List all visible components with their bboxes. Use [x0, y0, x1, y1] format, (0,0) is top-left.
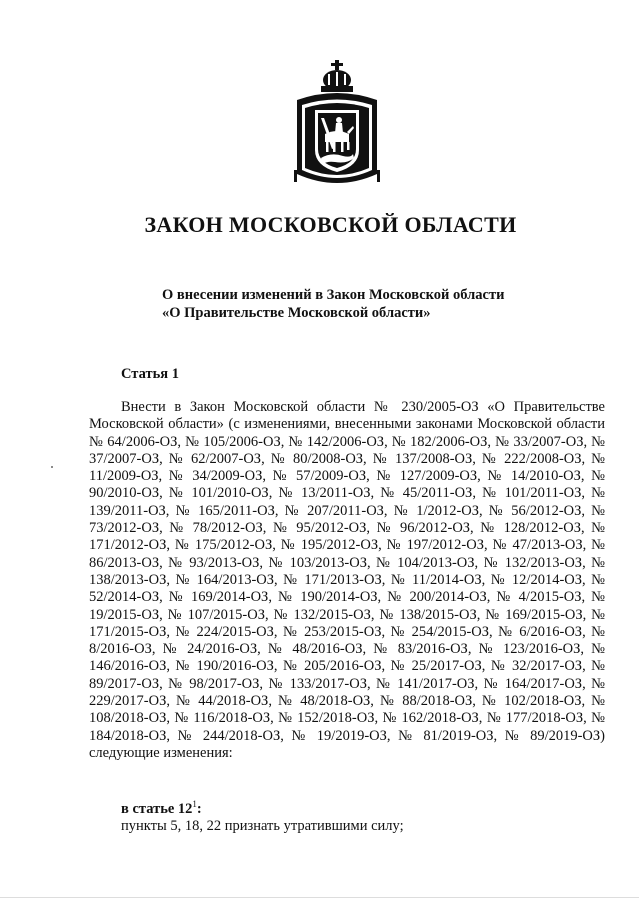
change-reference-text: в статье 12 — [121, 800, 193, 817]
document-title: ЗАКОН МОСКОВСКОЙ ОБЛАСТИ — [144, 212, 517, 237]
coat-of-arms-icon — [291, 58, 383, 190]
scan-edge-line — [0, 897, 639, 898]
change-reference — [121, 799, 202, 818]
change-reference-superscript: 1 — [192, 799, 197, 809]
article-heading: Статья 1 — [121, 366, 179, 382]
subtitle-line-2: «О Правительстве Московской области» — [162, 305, 431, 321]
article-body: Внести в Закон Московской области № 230/2005-ОЗ «О Правительстве Московской области» (с изменениями, внесенными законами Московской области № 64/2006-ОЗ, № 105/2006-ОЗ, № 142/2006-ОЗ, № 182/2006-ОЗ, № 33/2007-ОЗ, № 37/2007-ОЗ, № 62/2007-ОЗ, № 80/2008-ОЗ, № 137/2008-ОЗ, № 222/2008-ОЗ, № 11/2009-ОЗ, № 34/2009-ОЗ, № 57/2009-ОЗ, № 127/2009-ОЗ, № 14/2010-ОЗ, № 90/2010-ОЗ, № 101/2010-ОЗ, № 13/2011-ОЗ, № 45/2011-ОЗ, № 101/2011-ОЗ, № 139/2011-ОЗ, № 165/2011-ОЗ, № 207/2011-ОЗ, № 1/2012-ОЗ, № 56/2012-ОЗ, № 73/2012-ОЗ, № 78/2012-ОЗ, № 95/2012-ОЗ, № 96/2012-ОЗ, № 128/2012-ОЗ, № 171/2012-ОЗ, № 175/2012-ОЗ, № 195/2012-ОЗ, № 197/2012-ОЗ, № 47/2013-ОЗ, № 86/2013-ОЗ, № 93/2013-ОЗ, № 103/2013-ОЗ, № 104/2013-ОЗ, № 132/2013-ОЗ, № 138/2013-ОЗ, № 164/2013-ОЗ, № 171/2013-ОЗ, № 11/2014-ОЗ, № 12/2014-ОЗ, № 52/2014-ОЗ, № 169/2014-ОЗ, № 190/2014-ОЗ, № 200/2014-ОЗ, № 4/2015-ОЗ, № 19/2015-ОЗ, № 107/2015-ОЗ, № 132/2015-ОЗ, № 138/2015-ОЗ, № 169/2015-ОЗ, № 171/2015-ОЗ, № 224/2015-ОЗ, № 253/2015-ОЗ, № 254/2015-ОЗ, № 6/2016-ОЗ, № 8/2016-ОЗ, № 24/2016-ОЗ, № 48/2016-ОЗ, № 83/2016-ОЗ, № 123/2016-ОЗ, № 146/2016-ОЗ, № 190/2016-ОЗ, № 205/2016-ОЗ, № 25/2017-ОЗ, № 32/2017-ОЗ, № 89/2017-ОЗ, № 98/2017-ОЗ, № 133/2017-ОЗ, № 141/2017-ОЗ, № 164/2017-ОЗ, № 229/2017-ОЗ, № 44/2018-ОЗ, № 48/2018-ОЗ, № 88/2018-ОЗ, № 102/2018-ОЗ, № 108/2018-ОЗ, № 116/2018-ОЗ, № 152/2018-ОЗ, № 162/2018-ОЗ, № 177/2018-ОЗ, № 184/2018-ОЗ, № 244/2018-ОЗ, № 19/2019-ОЗ, № 81/2019-ОЗ, № 89/2019-ОЗ) следующие изменения: — [89, 399, 605, 761]
scan-speck — [51, 466, 53, 468]
subtitle-line-1: О внесении изменений в Закон Московской области — [162, 287, 505, 303]
change-text: пункты 5, 18, 22 признать утратившими силу; — [121, 818, 404, 834]
document-subtitle — [162, 286, 504, 322]
change-reference-colon: : — [196, 800, 202, 817]
